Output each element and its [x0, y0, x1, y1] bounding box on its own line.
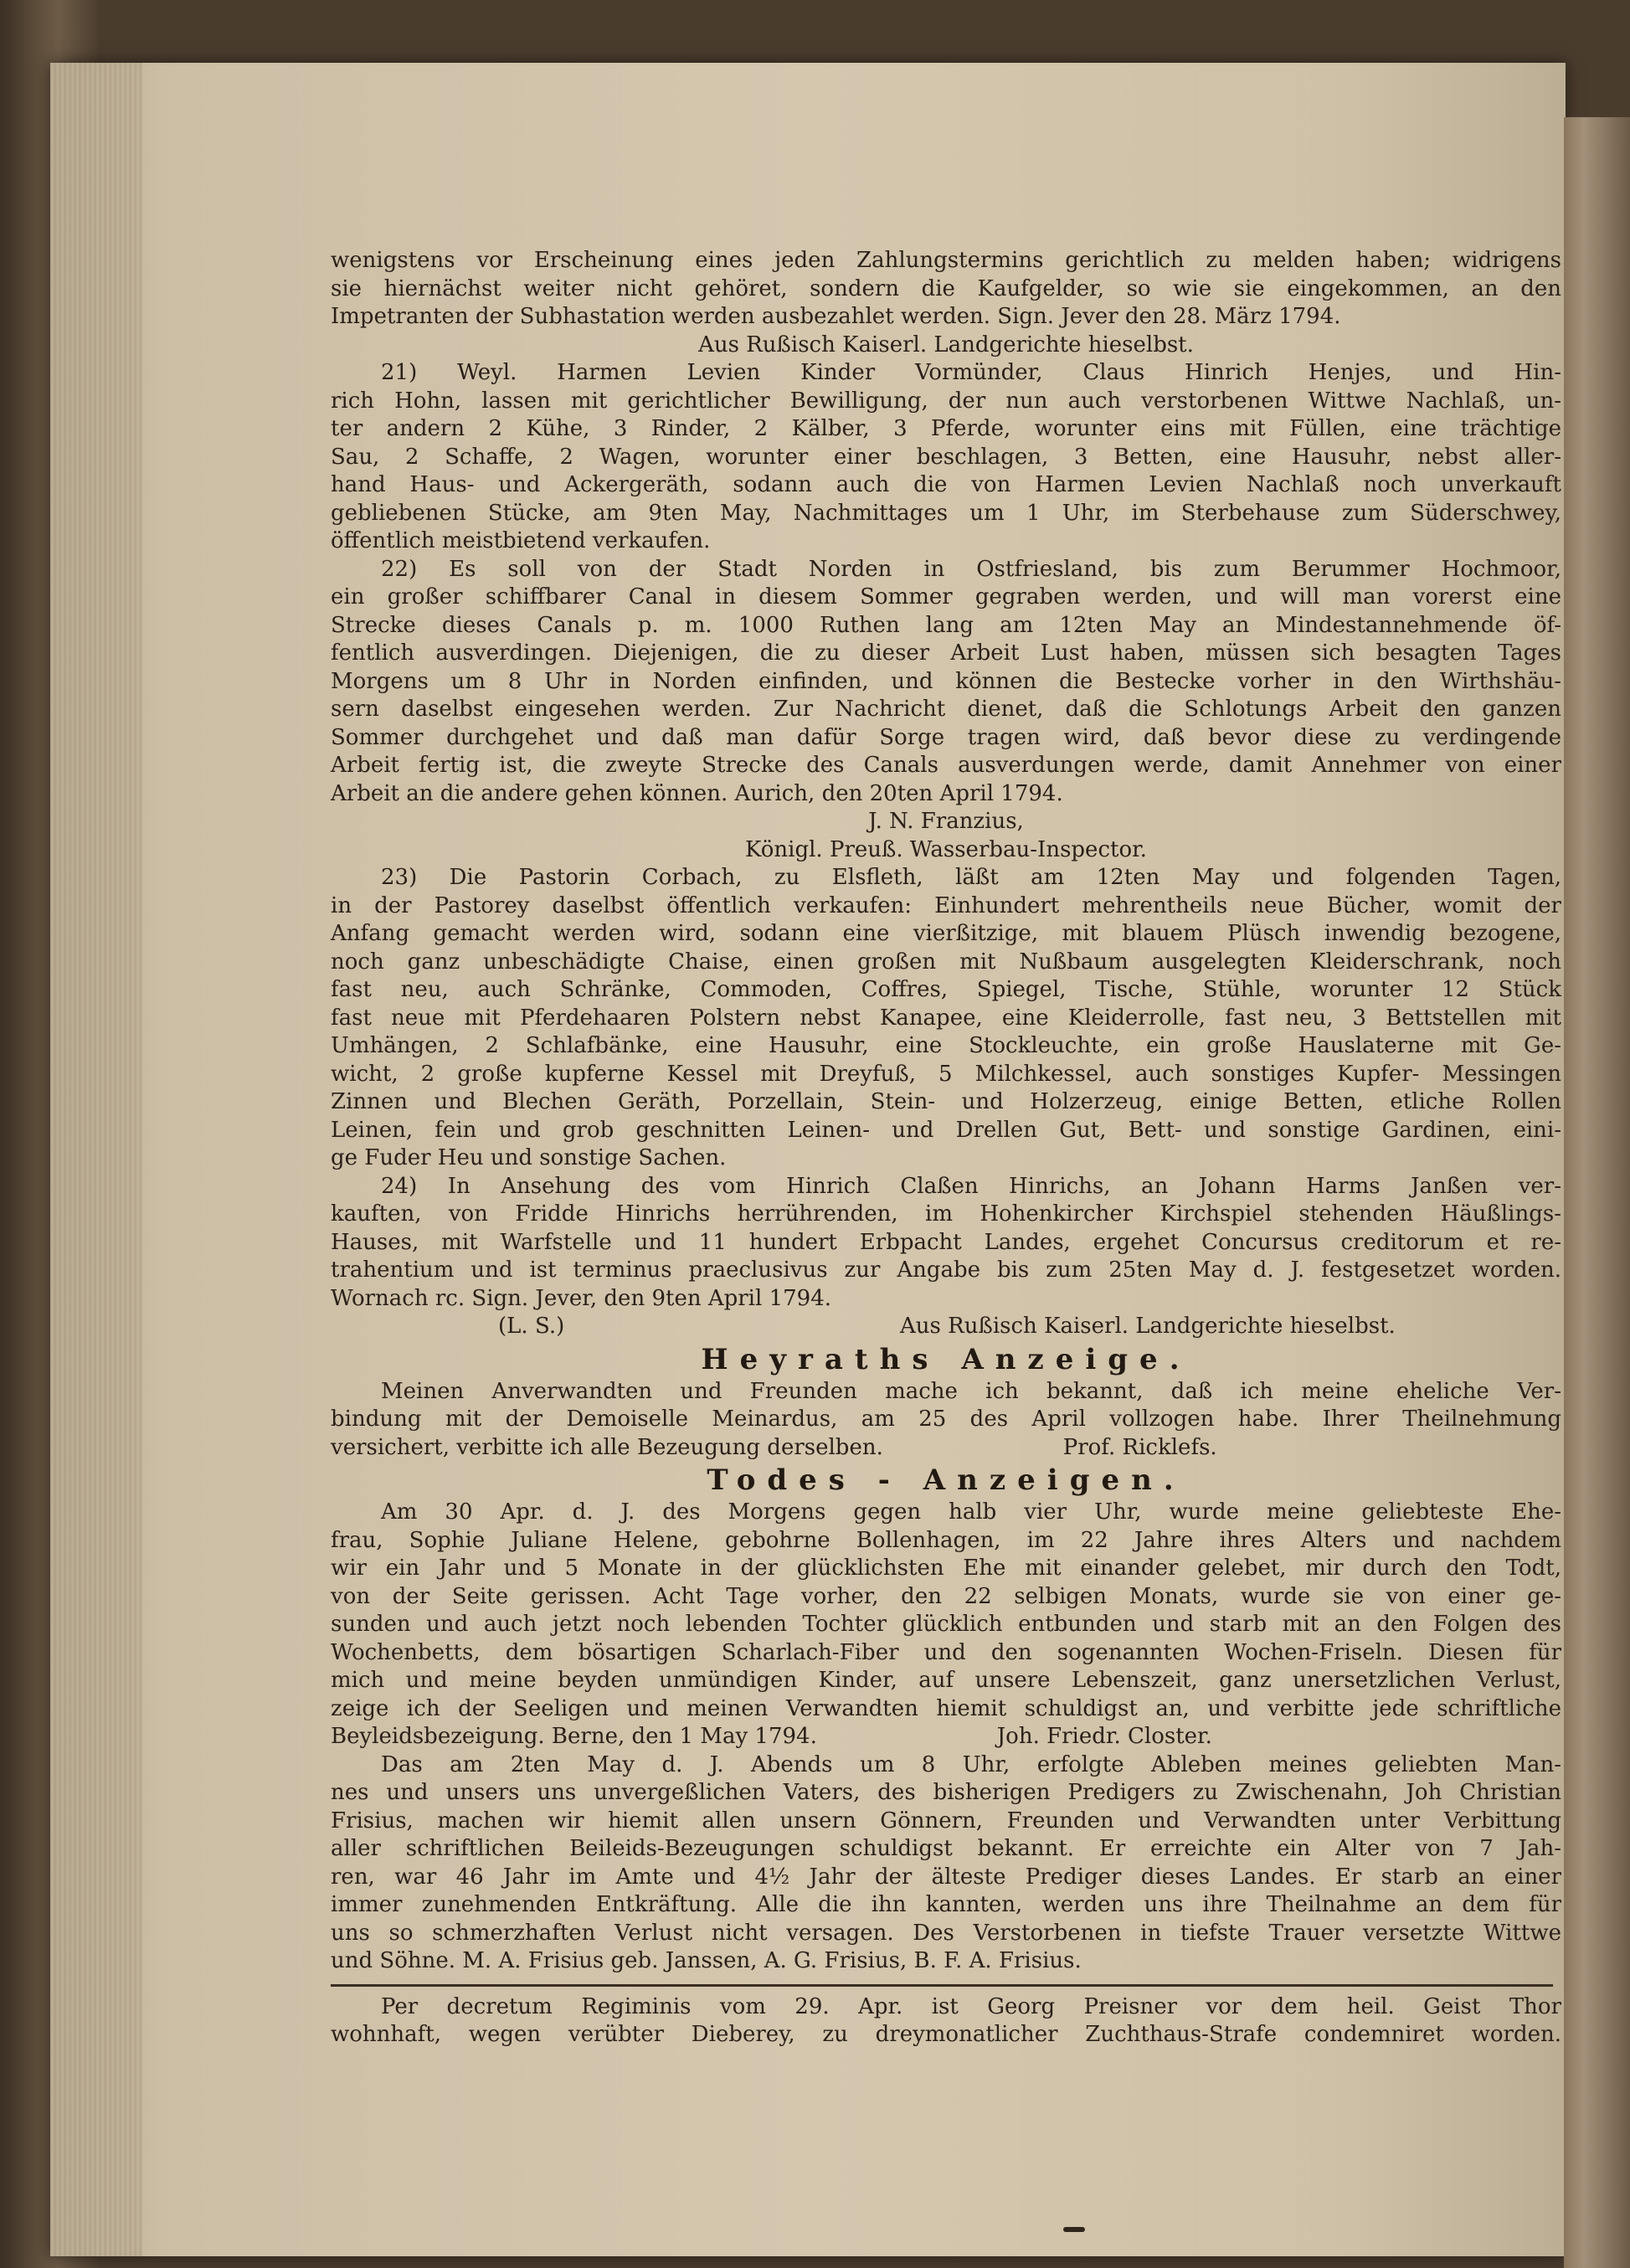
- text-line: Morgens um 8 Uhr in Norden einfinden, und können die Bestecke vorher in den Wirthshäu-: [331, 668, 1561, 694]
- text-line: Sau, 2 Schaffe, 2 Wagen, worunter einer beschlagen, 3 Betten, eine Hausuhr, nebst aller-: [331, 444, 1561, 470]
- text-line: immer zunehmenden Entkräftung. Alle die ihn kannten, werden uns ihre Theilnahme an dem für: [331, 1892, 1561, 1917]
- text-line: frau, Sophie Juliane Helene, gebohrne Bollenhagen, im 22 Jahre ihres Alters und nachdem: [331, 1527, 1561, 1553]
- seal-and-signature-line: [331, 1313, 1561, 1341]
- text-line: ter andern 2 Kühe, 3 Rinder, 2 Kälber, 3 Pferde, worunter eins mit Füllen, eine trächtige: [331, 416, 1561, 441]
- court-decree: [331, 1993, 1561, 2049]
- article-column: [331, 247, 1561, 2049]
- notice-24: [331, 1173, 1561, 1341]
- text-line: sie hiernächst weiter nicht gehöret, sondern die Kaufgelder, so wie sie eingekommen, an den: [331, 275, 1561, 301]
- text-line: Das am 2ten May d. J. Abends um 8 Uhr, erfolgte Ableben meines geliebten Man-: [381, 1751, 1561, 1777]
- text-line: ge Fuder Heu und sonstige Sachen.: [331, 1145, 727, 1170]
- text-line: rich Hohn, lassen mit gerichtlicher Bewilligung, der nun auch verstorbenen Wittwe Nachlaß, un-: [331, 388, 1561, 414]
- text-line: wicht, 2 große kupferne Kessel mit Dreyfuß, 5 Milchkessel, auch sonstiges Kupfer- Messingen: [331, 1061, 1561, 1087]
- text-line: zeige ich der Seeligen und meinen Verwandten hiemit schuldigst an, und verbitte jede schriftliche: [331, 1695, 1561, 1721]
- text-line: Zinnen und Blechen Geräth, Porzellain, Stein- und Holzerzeug, einige Betten, etliche Rollen: [331, 1089, 1561, 1114]
- text-line: bindung mit der Demoiselle Meinardus, am 25 des April vollzogen habe. Ihrer Theilnehmung: [331, 1407, 1561, 1432]
- seal-mark: (L. S.): [498, 1314, 565, 1339]
- text-line: Arbeit fertig ist, die zweyte Strecke des Canals ausverdungen werde, damit Annehmer von einer: [331, 753, 1561, 778]
- death-notices-heading: Todes - Anzeigen.: [707, 1463, 1185, 1497]
- text-line: fast neu, auch Schränke, Commoden, Coffres, Spiegel, Tische, Stühle, worunter 12 Stück: [331, 977, 1561, 1002]
- text-line: wir ein Jahr und 5 Monate in der glücklichsten Ehe mit einander gelebet, mir durch den Todt,: [331, 1556, 1561, 1581]
- text-line: fast neue mit Pferdehaaren Polstern nebst Kanapee, eine Kleiderrolle, fast neu, 3 Bettstellen mit: [331, 1005, 1561, 1031]
- text-line: wohnhaft, wegen verübter Dieberey, zu dreymonatlicher Zuchthaus-Strafe condemniret worden.: [331, 2022, 1561, 2047]
- text-line: Anfang gemacht werden wird, sodann eine vierßitzige, mit blauem Plüsch inwendig bezogene,: [331, 921, 1561, 946]
- text-line: in der Pastorey daselbst öffentlich verkaufen: Einhundert mehrentheils neue Bücher, womit der: [331, 892, 1561, 918]
- text-line: 24) In Ansehung des vom Hinrich Claßen Hinrichs, an Johann Harms Janßen ver-: [381, 1173, 1561, 1199]
- text-line: Sommer durchgehet und daß man dafür Sorge tragen wird, daß bevor diese zu verdingende: [331, 724, 1561, 750]
- text-line: ren, war 46 Jahr im Amte und 4½ Jahr der älteste Prediger dieses Landes. Er starb an einer: [331, 1864, 1561, 1890]
- text-line: ein großer schiffbarer Canal in diesem Sommer gegraben werden, und will man vorerst eine: [331, 584, 1561, 609]
- text-line: 23) Die Pastorin Corbach, zu Elsfleth, läßt am 12ten May und folgenden Tagen,: [381, 865, 1561, 890]
- marriage-heading: Heyraths Anzeige.: [701, 1342, 1191, 1376]
- text-line: 22) Es soll von der Stadt Norden in Ostfriesland, bis zum Berummer Hochmoor,: [381, 556, 1561, 582]
- marriage-announcement: [331, 1378, 1561, 1463]
- text-line: Wornach rc. Sign. Jever, den 9ten April 1794.: [331, 1285, 832, 1311]
- death-notice-2: [331, 1751, 1561, 1976]
- text-line: öffentlich meistbietend verkaufen.: [331, 528, 711, 553]
- text-line: 21) Weyl. Harmen Levien Kinder Vormünder, Claus Hinrich Henjes, und Hin-: [381, 360, 1561, 385]
- text-line: Arbeit an die andere gehen können. Aurich, den 20ten April 1794.: [331, 780, 1063, 806]
- text-line: Wochenbetts, dem bösartigen Scharlach-Fiber und den sogenannten Wochen-Friseln. Diesen für: [331, 1639, 1561, 1665]
- section-divider: [331, 1984, 1553, 1987]
- text-line: und Söhne. M. A. Frisius geb. Janssen, A. G. Frisius, B. F. A. Frisius.: [331, 1948, 1082, 1973]
- notice-22: [331, 556, 1561, 865]
- text-line: wenigstens vor Erscheinung eines jeden Zahlungstermins gerichtlich zu melden haben; widrigens: [331, 248, 1561, 273]
- text-line: Meinen Anverwandten und Freunden mache ich bekannt, daß ich meine eheliche Ver-: [381, 1378, 1561, 1404]
- text-line: sunden und auch jetzt noch lebenden Tochter glücklich entbunden und starb mit an den Folgen des: [331, 1612, 1561, 1637]
- text-line: Impetranten der Subhastation werden ausbezahlet werden. Sign. Jever den 28. März 1794.: [331, 304, 1341, 329]
- text-line: versichert, verbitte ich alle Bezeugung derselben. Prof. Ricklefs.: [331, 1434, 1217, 1460]
- text-line: kauften, von Fridde Hinrichs herrührenden, im Hohenkircher Kirchspiel stehenden Häußlings-: [331, 1201, 1561, 1227]
- court-signature: Aus Rußisch Kaiserl. Landgerichte hieselbst.: [900, 1314, 1396, 1339]
- text-line: nes und unsers uns unvergeßlichen Vaters, des bisherigen Predigers zu Zwischenahn, Joh Christian: [331, 1780, 1561, 1805]
- text-line: von der Seite gerissen. Acht Tage vorher, den 22 selbigen Monats, wurde sie von einer ge-: [331, 1583, 1561, 1609]
- signature-name: J. N. Franzius,: [868, 809, 1024, 834]
- notice-20-continuation: [331, 247, 1561, 359]
- text-line: sern daselbst eingesehen werden. Zur Nachricht dienet, daß die Schlotungs Arbeit den ganzen: [331, 697, 1561, 722]
- text-line: noch ganz unbeschädigte Chaise, einen großen mit Nußbaum ausgelegten Kleiderschrank, noch: [331, 949, 1561, 975]
- text-line: mich und meine beyden unmündigen Kinder, auf unsere Lebenszeit, ganz unersetzlichen Verlust,: [331, 1668, 1561, 1693]
- text-line: Hauses, mit Warfstelle und 11 hundert Erbpacht Landes, ergehet Concursus creditorum et re-: [331, 1229, 1561, 1255]
- text-line: uns so schmerzhaften Verlust nicht versagen. Des Verstorbenen in tiefste Trauer versetzte Wittwe: [331, 1920, 1561, 1946]
- notice-21: [331, 359, 1561, 556]
- right-page-edge: [1564, 117, 1630, 2268]
- text-line: gebliebenen Stücke, am 9ten May, Nachmittages um 1 Uhr, im Sterbehause zum Süderschwey,: [331, 500, 1561, 526]
- death-notice-1: [331, 1499, 1561, 1751]
- text-line: Umhängen, 2 Schlafbänke, eine Hausuhr, eine Stockleuchte, ein große Hauslaterne mit Ge-: [331, 1033, 1561, 1058]
- text-line: Per decretum Regiminis vom 29. Apr. ist Georg Preisner vor dem heil. Geist Thor: [381, 1993, 1561, 2019]
- notice-23: [331, 864, 1561, 1173]
- ink-smudge: [1063, 2227, 1085, 2232]
- text-line: hand Haus- und Ackergeräth, sodann auch die von Harmen Levien Nachlaß noch unverkauft: [331, 472, 1561, 497]
- text-line: Am 30 Apr. d. J. des Morgens gegen halb vier Uhr, wurde meine geliebteste Ehe-: [381, 1499, 1561, 1525]
- text-line: trahentium und ist terminus praeclusivus zur Angabe bis zum 25ten May d. J. festgesetzet worden.: [331, 1257, 1561, 1283]
- text-line: Beyleidsbezeigung. Berne, den 1 May 1794. Joh. Friedr. Closter.: [331, 1724, 1212, 1749]
- text-line: Frisius, machen wir hiemit allen unsern Gönnern, Freunden und Verwandten unter Verbittung: [331, 1808, 1561, 1833]
- text-line: Strecke dieses Canals p. m. 1000 Ruthen lang am 12ten May an Mindestannehmende öf-: [331, 612, 1561, 638]
- signature-title: Königl. Preuß. Wasserbau-Inspector.: [745, 836, 1147, 862]
- text-line: aller schriftlichen Beileids-Bezeugungen schuldigst bekannt. Er erreichte ein Alter von 7 Jah-: [331, 1836, 1561, 1861]
- text-line: fentlich ausverdingen. Diejenigen, die zu dieser Arbeit Lust haben, müssen sich besagten Tages: [331, 640, 1561, 666]
- page-stack-edge: [50, 63, 142, 2256]
- signature-line: Aus Rußisch Kaiserl. Landgerichte hieselbst.: [698, 332, 1194, 357]
- text-line: Leinen, fein und grob geschnitten Leinen- und Drellen Gut, Bett- und sonstige Gardinen, eini-: [331, 1117, 1561, 1143]
